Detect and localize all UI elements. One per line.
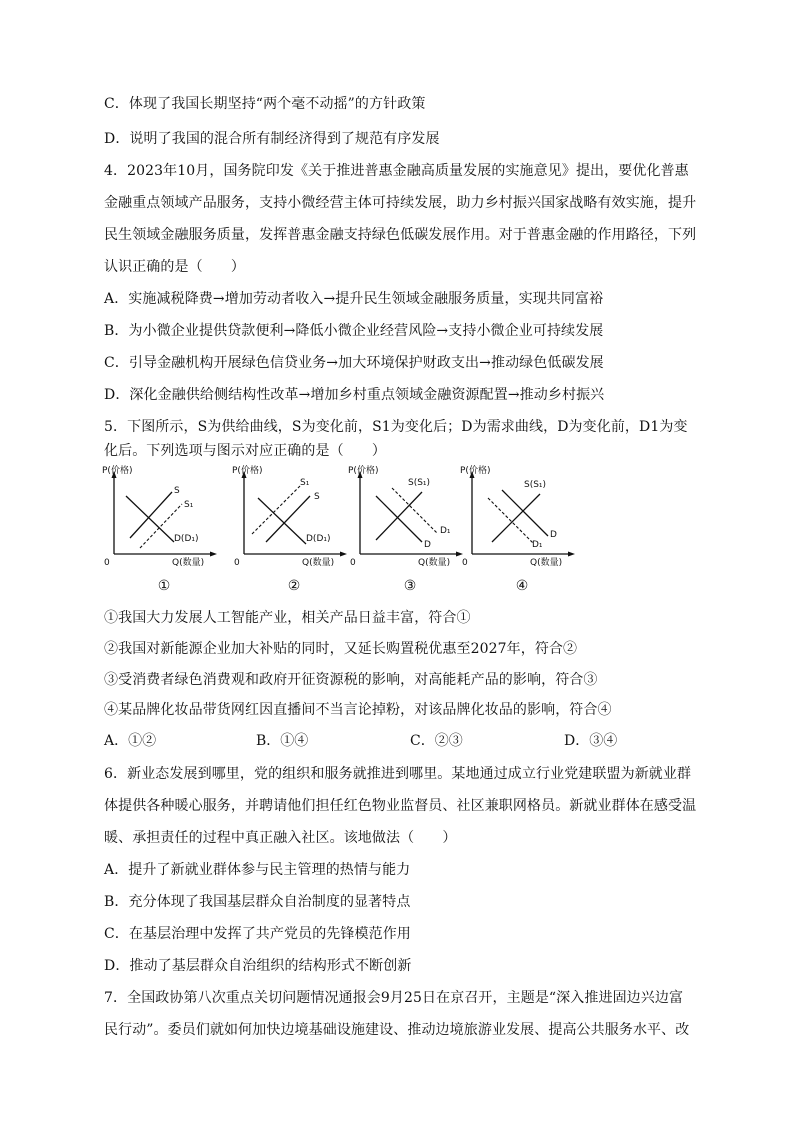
graph-1-y-axis-label: P(价格) <box>102 466 133 476</box>
q3-option-d: D．说明了我国的混合所有制经济得到了规范有序发展 <box>104 131 440 147</box>
q4-stem-line-1: 4．2023年10月，国务院印发《关于推进普惠金融高质量发展的实施意见》提出，要优化普惠 <box>104 163 689 179</box>
graph-1-s-label: S <box>174 486 180 496</box>
graph-4-s-label: S(S₁) <box>524 480 547 490</box>
graph-2-d-label: D(D₁) <box>306 534 331 544</box>
q6-option-c: C．在基层治理中发挥了共产党员的先锋模范作用 <box>104 926 411 942</box>
graph-3-origin: 0 <box>350 558 356 568</box>
q6-stem-line-2: 体提供各种暖心服务，并聘请他们担任红色物业监督员、社区兼职网格员。新就业群体在感受温 <box>104 798 697 814</box>
graph-1-origin: 0 <box>104 558 110 568</box>
supply-demand-figures <box>100 462 563 602</box>
q4-option-a: A．实施减税降费→增加劳动者收入→提升民生领域金融服务质量，实现共同富裕 <box>104 291 604 307</box>
q4-stem-line-2: 金融重点领域产品服务，支持小微经营主体可持续发展，助力乡村振兴国家战略有效实施，提升 <box>104 195 697 211</box>
q4-option-c: C．引导金融机构开展绿色信贷业务→加大环境保护财政支出→推动绿色低碳发展 <box>104 355 604 371</box>
q5-options <box>104 730 704 750</box>
q5-stem-line-1: 5．下图所示，S为供给曲线，S为变化前，S1为变化后；D为需求曲线，D为变化前，D1为变 <box>104 419 688 435</box>
graph-3-plot <box>346 462 466 572</box>
q4-option-b: B．为小微企业提供贷款便利→降低小微企业经营风险→支持小微企业可持续发展 <box>104 323 604 339</box>
graph-4-number: ④ <box>515 578 529 594</box>
graph-4-d1-label: D₁ <box>532 540 543 550</box>
q5-option-a: A．①② <box>104 733 157 749</box>
graph-2-y-axis-label: P(价格) <box>232 466 263 476</box>
q3-option-c: C．体现了我国长期坚持“两个毫不动摇”的方针政策 <box>104 96 426 112</box>
graph-4-d-label: D <box>550 530 557 540</box>
q4-stem-line-4: 认识正确的是（ ） <box>104 259 245 275</box>
q7-stem-line-2: 民行动”。委员们就如何加快边境基础设施建设、推动边境旅游业发展、提高公共服务水平、改 <box>104 1022 690 1038</box>
graph-4-origin: 0 <box>462 558 468 568</box>
q5-stem-line-2: 化后。下列选项与图示对应正确的是（ ） <box>104 443 386 459</box>
graph-3-y-axis-label: P(价格) <box>348 466 379 476</box>
graph-2-x-axis-label: Q(数量) <box>302 558 335 568</box>
q4-option-d: D．深化金融供给侧结构性改革→增加乡村重点领域金融资源配置→推动乡村振兴 <box>104 387 605 403</box>
graph-2-s-label: S <box>314 492 320 502</box>
graph-2 <box>230 462 350 602</box>
graph-1-x-axis-label: Q(数量) <box>172 558 205 568</box>
q5-statement-2: ②我国对新能源企业加大补贴的同时，又延长购置税优惠至2027年，符合② <box>104 641 578 657</box>
q5-option-c: C．②③ <box>410 733 463 749</box>
q5-statement-1: ①我国大力发展人工智能产业，相关产品日益丰富，符合① <box>104 610 471 626</box>
q6-option-d: D．推动了基层群众自治组织的结构形式不断创新 <box>104 958 412 974</box>
graph-1-number: ① <box>157 578 171 594</box>
graph-2-origin: 0 <box>234 558 240 568</box>
graph-1-plot <box>100 462 220 572</box>
graph-4-y-axis-label: P(价格) <box>460 466 491 476</box>
graph-2-plot <box>230 462 350 572</box>
q5-option-b: B．①④ <box>256 733 309 749</box>
graph-4-x-axis-label: Q(数量) <box>530 558 563 568</box>
graph-3-d1-label: D₁ <box>440 526 451 536</box>
graph-1-d-label: D(D₁) <box>174 534 199 544</box>
q5-option-d: D．③④ <box>564 733 618 749</box>
q6-stem-line-3: 暖、承担责任的过程中真正融入社区。该地做法（ ） <box>104 830 457 846</box>
q5-statement-3: ③受消费者绿色消费观和政府开征资源税的影响，对高能耗产品的影响，符合③ <box>104 672 598 688</box>
q6-option-a: A．提升了新就业群体参与民主管理的热情与能力 <box>104 862 411 878</box>
graph-1-s1-label: S₁ <box>184 500 194 510</box>
graph-3-s-label: S(S₁) <box>408 478 431 488</box>
graph-3-x-axis-label: Q(数量) <box>418 558 451 568</box>
graph-4 <box>458 462 578 602</box>
graph-2-s1-label: S₁ <box>300 478 310 488</box>
graph-3-number: ③ <box>403 578 417 594</box>
q6-stem-line-1: 6．新业态发展到哪里，党的组织和服务就推进到哪里。某地通过成立行业党建联盟为新就业群 <box>104 766 692 782</box>
graph-4-plot <box>458 462 578 572</box>
graph-3-d-label: D <box>424 540 431 550</box>
q5-statement-4: ④某品牌化妆品带货网红因直播间不当言论掉粉，对该品牌化妆品的影响，符合④ <box>104 702 612 718</box>
q6-option-b: B．充分体现了我国基层群众自治制度的显著特点 <box>104 894 411 910</box>
graph-3 <box>346 462 466 602</box>
q7-stem-line-1: 7．全国政协第八次重点关切问题情况通报会9月25日在京召开，主题是“深入推进固边兴边富 <box>104 990 684 1006</box>
graph-1 <box>100 462 220 602</box>
graph-2-number: ② <box>287 578 301 594</box>
q4-stem-line-3: 民生领域金融服务质量，发挥普惠金融支持绿色低碳发展作用。对于普惠金融的作用路径，下列 <box>104 227 697 243</box>
